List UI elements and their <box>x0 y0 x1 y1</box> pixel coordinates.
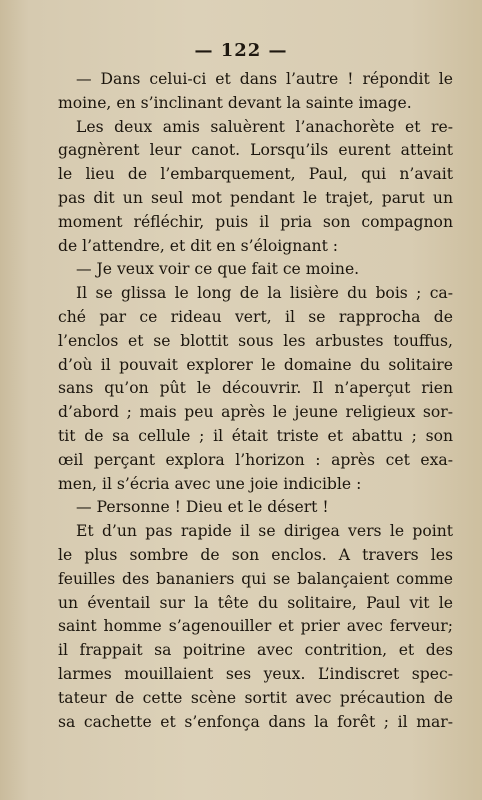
text-line: un éventail sur la tête du solitaire, Paul vit le <box>58 593 453 612</box>
text-line: gagnèrent leur canot. Lorsqu’ils eurent atteint <box>58 141 453 160</box>
text-line: le plus sombre de son enclos. A travers les <box>58 545 453 564</box>
text-line: men, il s’écria avec une joie indicible : <box>58 474 362 493</box>
text-line: sans qu’on pût le découvrir. Il n’aperçut rien <box>58 379 453 398</box>
text-line: le lieu de l’embarquement, Paul, qui n’avait <box>58 165 453 184</box>
text-line: ché par ce rideau vert, il se rapprocha de <box>58 307 453 326</box>
text-line: — Dans celui-ci et dans l’autre ! répondit le <box>76 70 453 88</box>
text-line: d’où il pouvait explorer le domaine du solitaire <box>58 355 453 374</box>
text-line: Il se glissa le long de la lisière du bois ; ca- <box>76 284 453 303</box>
text-line: tit de sa cellule ; il était triste et abattu ; son <box>58 426 453 445</box>
text-line: d’abord ; mais peu après le jeune religieux sor- <box>58 403 453 422</box>
text-line: pas dit un seul mot pendant le trajet, parut un <box>58 188 453 207</box>
text-line: sa cachette et s’enfonça dans la forêt ; il mar- <box>58 712 453 731</box>
body-text <box>58 68 453 734</box>
text-line: œil perçant explora l’horizon : après cet exa- <box>58 450 453 469</box>
text-line: — Personne ! Dieu et le désert ! <box>76 498 329 517</box>
page-number: — 122 — <box>194 40 288 61</box>
text-line: tateur de cette scène sortit avec précaution de <box>58 688 453 707</box>
text-line: larmes mouillaient ses yeux. L’indiscret spec- <box>58 664 453 683</box>
text-line: moment réfléchir, puis il pria son compagnon <box>58 212 453 231</box>
text-line: Les deux amis saluèrent l’anachorète et re- <box>76 117 453 136</box>
text-line: de l’attendre, et dit en s’éloignant : <box>58 236 339 255</box>
text-line: moine, en s’inclinant devant la sainte image. <box>58 93 412 112</box>
text-line: feuilles des bananiers qui se balançaient comme <box>58 569 453 588</box>
text-line: saint homme s’agenouiller et prier avec ferveur; <box>58 617 453 636</box>
text-line: l’enclos et se blottit sous les arbustes touffus, <box>58 331 453 350</box>
text-line: il frappait sa poitrine avec contrition, et des <box>58 641 453 660</box>
text-line: Et d’un pas rapide il se dirigea vers le point <box>76 522 453 541</box>
text-line: — Je veux voir ce que fait ce moine. <box>76 260 360 279</box>
